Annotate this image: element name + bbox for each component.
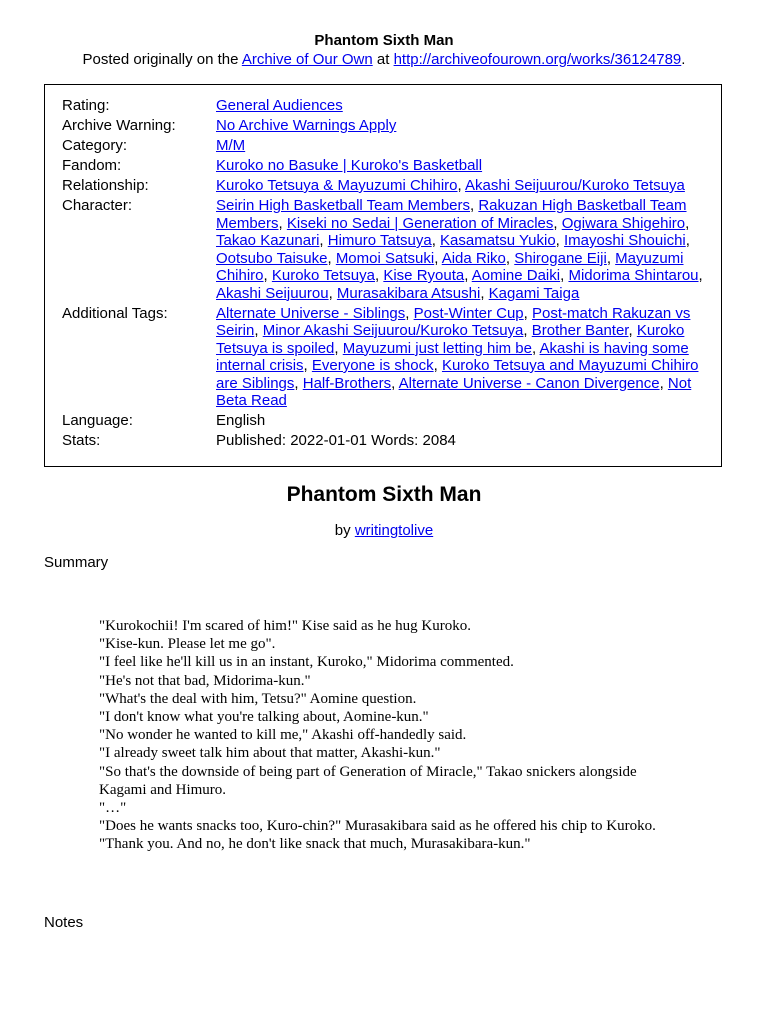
meta-tag-link[interactable]: Mayuzumi just letting him be <box>342 339 532 357</box>
meta-row-warning <box>62 117 712 137</box>
meta-tag-link[interactable]: Alternate Universe - Canon Divergence <box>398 374 660 392</box>
meta-tag-link[interactable]: M/M <box>216 137 246 154</box>
work-title: Phantom Sixth Man <box>286 483 482 506</box>
meta-row-category <box>62 137 712 157</box>
meta-tag-link[interactable]: Akashi is having some internal crisis <box>216 339 689 374</box>
tag-separator: , <box>334 339 343 357</box>
tag-separator: , <box>480 284 489 302</box>
tag-separator: , <box>523 304 532 322</box>
meta-label: Archive Warning: <box>62 117 176 134</box>
meta-row-tags <box>62 305 712 413</box>
meta-tag-link[interactable]: Post-match Rakuzan vs Seirin <box>216 304 691 339</box>
tag-separator: , <box>553 214 562 232</box>
meta-row-fandom <box>62 157 712 177</box>
tag-separator: , <box>263 267 272 284</box>
summary-body <box>99 617 659 854</box>
summary-line: "Kise-kun. Please let me go". <box>99 636 276 653</box>
meta-row-character <box>62 197 712 305</box>
meta-values <box>216 117 712 137</box>
meta-tag-link[interactable]: Momoi Satsuki <box>335 249 435 267</box>
tag-separator: , <box>560 267 569 284</box>
meta-tag-link[interactable]: Ootsubo Taisuke <box>216 249 328 267</box>
tag-separator: , <box>685 232 690 249</box>
stats-value: Published: 2022-01-01 Words: 2084 <box>216 432 456 449</box>
meta-tag-link[interactable]: Murasakibara Atsushi <box>336 284 481 302</box>
meta-tag-link[interactable]: Kagami Taiga <box>488 284 580 302</box>
meta-tag-link[interactable]: Kuroko no Basuke | Kuroko's Basketball <box>216 157 483 174</box>
tag-separator: , <box>375 267 384 284</box>
tag-separator: , <box>294 374 303 392</box>
meta-tag-link[interactable]: Midorima Shintarou <box>568 267 699 284</box>
meta-tag-link[interactable]: Mayuzumi Chihiro <box>216 249 684 284</box>
tag-separator: , <box>391 374 399 392</box>
tag-separator: , <box>431 232 441 249</box>
meta-tag-link[interactable]: No Archive Warnings Apply <box>216 117 397 134</box>
meta-tag-link[interactable]: Akashi Seijuurou/Kuroko Tetsuya <box>465 177 685 194</box>
tag-separator: , <box>433 357 442 374</box>
metadata-table <box>62 97 712 452</box>
summary-line: "I feel like he'll kill us in an instant, Kuroko," Midorima commented. <box>99 654 514 671</box>
tag-separator: , <box>319 232 328 249</box>
meta-tag-link[interactable]: Minor Akashi Seijuurou/Kuroko Tetsuya <box>262 322 524 339</box>
tag-separator: , <box>659 374 668 392</box>
meta-tag-link[interactable]: Post-Winter Cup <box>413 304 524 322</box>
tag-separator: , <box>698 267 703 284</box>
summary-line: "What's the deal with him, Tetsu?" Aomine question. <box>99 690 417 707</box>
tag-separator: , <box>606 249 616 267</box>
meta-tag-link[interactable]: Kuroko Tetsuya & Mayuzumi Chihiro <box>216 177 458 194</box>
meta-tag-link[interactable]: Aomine Daiki <box>471 267 561 284</box>
summary-line: "He's not that bad, Midorima-kun." <box>99 672 311 689</box>
language-value: English <box>216 412 266 429</box>
meta-label: Stats: <box>62 432 101 449</box>
tag-separator: , <box>457 177 466 194</box>
meta-tag-link[interactable]: Not Beta Read <box>216 374 692 409</box>
meta-values <box>216 97 712 117</box>
notes-heading: Notes <box>44 914 84 931</box>
meta-tag-link[interactable]: Kiseki no Sedai | Generation of Miracles <box>286 214 554 232</box>
meta-row-stats <box>62 432 712 452</box>
summary-line: "So that's the downside of being part of Generation of Miracle," Takao snickers alongside Kagami and Himuro. <box>99 763 637 798</box>
summary-line: "…" <box>99 800 127 817</box>
summary-line: "No wonder he wanted to kill me," Akashi off-handedly said. <box>99 727 467 744</box>
tag-separator: , <box>532 339 540 357</box>
archive-link[interactable]: Archive of Our Own <box>241 51 373 68</box>
meta-label: Additional Tags: <box>62 304 168 322</box>
tag-separator: , <box>327 249 336 267</box>
meta-row-relationship <box>62 177 712 197</box>
meta-tag-link[interactable]: Half-Brothers <box>302 374 392 392</box>
summary-line: "Kurokochii! I'm scared of him!" Kise said as he hug Kuroko. <box>99 618 471 634</box>
tag-separator: , <box>523 322 532 339</box>
meta-tag-link[interactable]: Kuroko Tetsuya and Mayuzumi Chihiro are Siblings <box>216 357 699 392</box>
posted-originally-line <box>0 51 768 68</box>
meta-tag-link[interactable]: Kise Ryouta <box>383 267 465 284</box>
meta-label: Relationship: <box>62 177 149 194</box>
posted-suffix: . <box>681 51 686 68</box>
meta-row-rating <box>62 97 712 117</box>
meta-tag-link[interactable]: Everyone is shock <box>311 357 434 374</box>
meta-values <box>216 197 712 305</box>
tag-separator: , <box>434 249 442 267</box>
meta-label: Language: <box>62 412 133 429</box>
tag-separator: , <box>470 197 479 214</box>
author-link[interactable]: writingtolive <box>354 522 434 539</box>
tag-separator: , <box>254 322 263 339</box>
tag-separator: , <box>464 267 472 284</box>
tag-separator: , <box>278 214 287 232</box>
meta-values <box>216 157 712 177</box>
meta-tag-link[interactable]: Seirin High Basketball Team Members <box>216 197 470 214</box>
meta-tag-link[interactable]: Ogiwara Shigehiro <box>561 214 686 232</box>
posted-mid: at <box>372 51 394 68</box>
summary-line: "Thank you. And no, he don't like snack that much, Murasakibara-kun." <box>99 836 531 853</box>
meta-tag-link[interactable]: Akashi Seijuurou <box>216 284 329 302</box>
tag-separator: , <box>303 357 312 374</box>
tag-separator: , <box>328 284 337 302</box>
summary-line: "Does he wants snacks too, Kuro-chin?" Murasakibara said as he offered his chip to Kuroko. <box>99 818 656 835</box>
meta-values <box>216 305 712 413</box>
meta-tag-link[interactable]: Imayoshi Shouichi <box>564 232 686 249</box>
meta-label: Character: <box>62 197 133 214</box>
summary-heading: Summary <box>44 554 109 571</box>
summary-line: "I already sweet talk him about that matter, Akashi-kun." <box>99 745 441 762</box>
by-prefix: by <box>334 522 355 539</box>
posted-prefix: Posted originally on the <box>82 51 242 68</box>
tag-separator: , <box>628 322 637 339</box>
meta-tag-link[interactable]: Kuroko Tetsuya is spoiled <box>216 322 685 357</box>
meta-tag-link[interactable]: Brother Banter <box>531 322 629 339</box>
meta-tag-link[interactable]: Himuro Tatsuya <box>327 232 432 249</box>
tag-separator: , <box>505 249 515 267</box>
tag-separator: , <box>405 304 414 322</box>
meta-row-language <box>62 412 712 432</box>
document-header-title: Phantom Sixth Man <box>314 32 454 49</box>
meta-label: Category: <box>62 137 128 154</box>
work-url-link[interactable]: http://archiveofourown.org/works/36124789 <box>393 51 682 68</box>
meta-tag-link[interactable]: General Audiences <box>216 97 343 114</box>
meta-label: Rating: <box>62 97 110 114</box>
meta-values <box>216 177 712 197</box>
work-metadata-box <box>44 84 722 467</box>
meta-tag-link[interactable]: Shirogane Eiji <box>514 249 607 267</box>
meta-tag-link[interactable]: Kasamatsu Yukio <box>440 232 556 249</box>
meta-tag-link[interactable]: Takao Kazunari <box>216 232 320 249</box>
byline <box>0 522 768 539</box>
summary-line: "I don't know what you're talking about, Aomine-kun." <box>99 709 429 726</box>
tag-separator: , <box>685 214 690 232</box>
meta-tag-link[interactable]: Rakuzan High Basketball Team Members <box>216 197 687 232</box>
meta-tag-link[interactable]: Aida Riko <box>441 249 506 267</box>
meta-tag-link[interactable]: Kuroko Tetsuya <box>271 267 375 284</box>
meta-label: Fandom: <box>62 157 122 174</box>
tag-separator: , <box>555 232 565 249</box>
meta-values <box>216 137 712 157</box>
meta-tag-link[interactable]: Alternate Universe - Siblings <box>216 304 406 322</box>
